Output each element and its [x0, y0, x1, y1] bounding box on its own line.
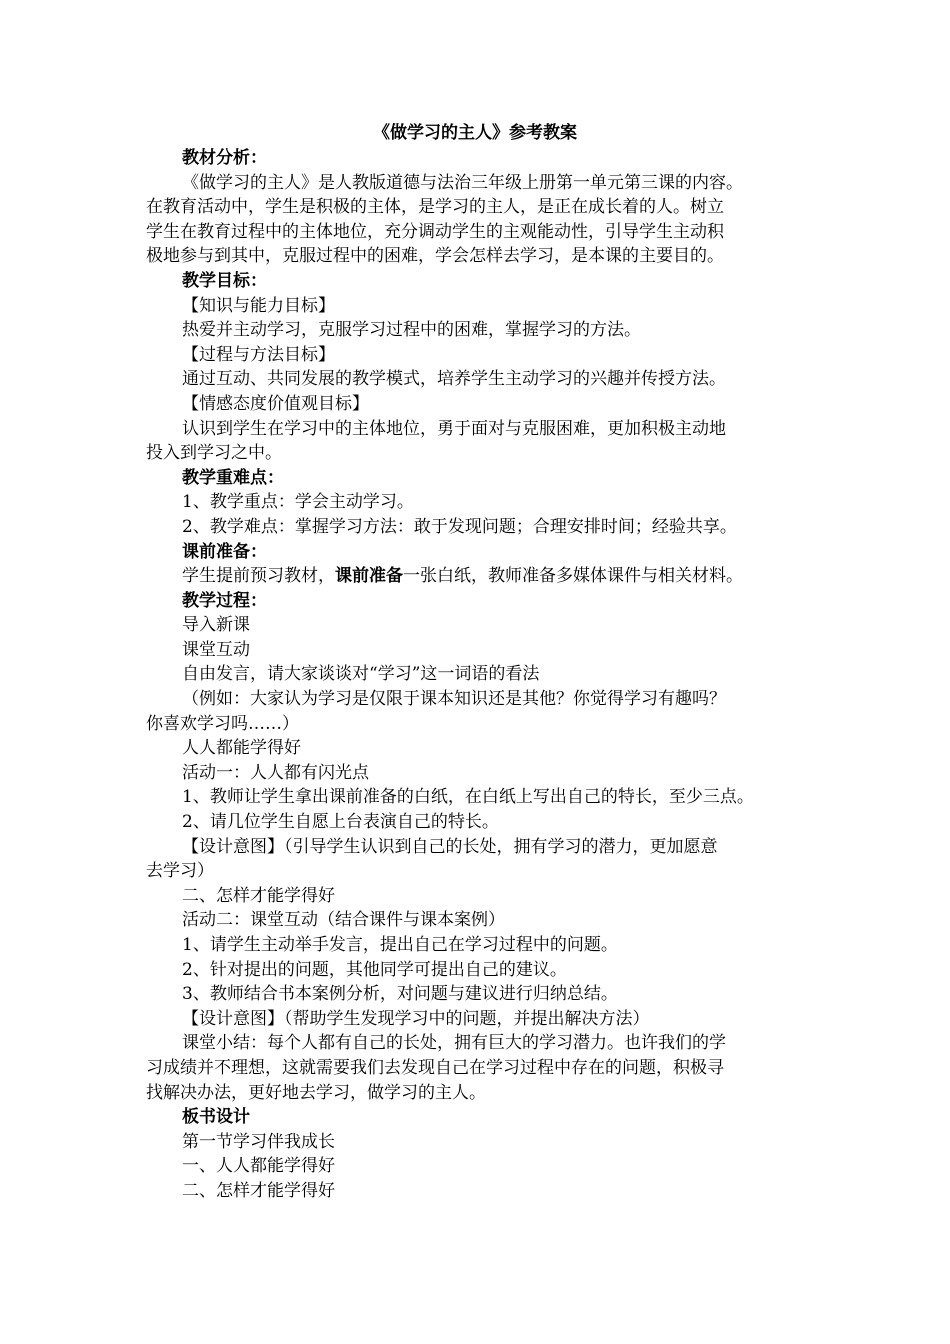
document-title: 《做学习的主人》参考教案	[373, 123, 577, 143]
text-line: 《做学习的主人》是人教版道德与法治三年级上册第一单元第三课的内容。	[182, 172, 743, 193]
section-heading: 教学重难点：	[182, 467, 284, 488]
text-line: 在教育活动中，学生是积极的主体，是学习的主人，是正在成长着的人。树立	[146, 197, 724, 218]
text-line: 2、请几位学生自愿上台表演自己的特长。	[182, 812, 499, 833]
text-run: 学生提前预习教材，	[182, 566, 335, 587]
text-line: 【情感态度价值观目标】	[182, 393, 369, 414]
bold-text-run: 课前准备	[335, 566, 403, 587]
section-heading: 教材分析：	[182, 148, 267, 168]
text-line: （例如：大家认为学习是仅限于课本知识还是其他？你觉得学习有趣吗？	[182, 689, 726, 710]
text-line: 活动二：课堂互动（结合课件与课本案例）	[182, 910, 505, 931]
text-line: 2、针对提出的问题，其他同学可提出自己的建议。	[182, 959, 567, 980]
text-run: 一张白纸，教师准备多媒体课件与相关材料。	[403, 566, 743, 587]
text-line: 你喜欢学习吗……）	[146, 713, 299, 734]
text-line: 1、请学生主动举手发言，提出自己在学习过程中的问题。	[182, 935, 618, 955]
text-line: 习成绩并不理想，这就需要我们去发现自己在学习过程中存在的问题，积极寻	[146, 1057, 724, 1078]
text-line: 1、教师让学生拿出课前准备的白纸，在白纸上写出自己的特长，至少三点。	[182, 787, 754, 808]
text-line: 人人都能学得好	[182, 738, 301, 759]
text-line: 极地参与到其中，克服过程中的困难，学会怎样去学习，是本课的主要目的。	[146, 246, 724, 267]
text-line: 认识到学生在学习中的主体地位，勇于面对与克服困难，更加积极主动地	[182, 418, 726, 439]
text-line: 去学习）	[146, 861, 214, 882]
text-line: 二、怎样才能学得好	[182, 885, 335, 906]
text-line: 二、怎样才能学得好	[182, 1180, 335, 1201]
text-line: 投入到学习之中。	[146, 443, 282, 464]
text-line: 导入新课	[182, 615, 250, 636]
text-line: 热爱并主动学习，克服学习过程中的困难，掌握学习的方法。	[182, 320, 641, 341]
text-line: 3、教师结合书本案例分析，对问题与建议进行归纳总结。	[182, 984, 618, 1005]
text-line: 第一节学习伴我成长	[182, 1131, 335, 1152]
text-line: 课堂小结：每个人都有自己的长处，拥有巨大的学习潜力。也许我们的学	[182, 1033, 726, 1054]
text-line: 【设计意图】（帮助学生发现学习中的问题，并提出解决方法）	[182, 1008, 650, 1029]
document-body	[146, 146, 811, 1204]
text-line: 通过互动、共同发展的教学模式，培养学生主动学习的兴趣并传授方法。	[182, 369, 726, 390]
text-line: 找解决办法，更好地去学习，做学习的主人。	[146, 1082, 486, 1103]
text-line: 2、教学难点：掌握学习方法：敢于发现问题；合理安排时间；经验共享。	[182, 516, 737, 537]
text-line: 活动一：人人都有闪光点	[182, 762, 369, 783]
text-line: 自由发言，请大家谈谈对“学习”这一词语的看法	[182, 664, 540, 685]
text-line: 学生在教育过程中的主体地位，充分调动学生的主观能动性，引导学生主动积	[146, 221, 724, 242]
text-line	[146, 564, 811, 589]
text-line: 课堂互动	[182, 639, 250, 660]
text-line: 【知识与能力目标】	[182, 295, 335, 316]
text-line: 1、教学重点：学会主动学习。	[182, 492, 414, 513]
text-line: 一、人人都能学得好	[182, 1156, 335, 1177]
section-heading: 教学目标：	[182, 270, 267, 291]
section-heading: 课前准备：	[182, 541, 267, 562]
section-heading: 板书设计	[182, 1107, 250, 1128]
text-line: 【过程与方法目标】	[182, 344, 335, 365]
section-heading: 教学过程：	[182, 590, 267, 611]
text-line: 【设计意图】（引导学生认识到自己的长处，拥有学习的潜力，更加愿意	[182, 836, 718, 857]
